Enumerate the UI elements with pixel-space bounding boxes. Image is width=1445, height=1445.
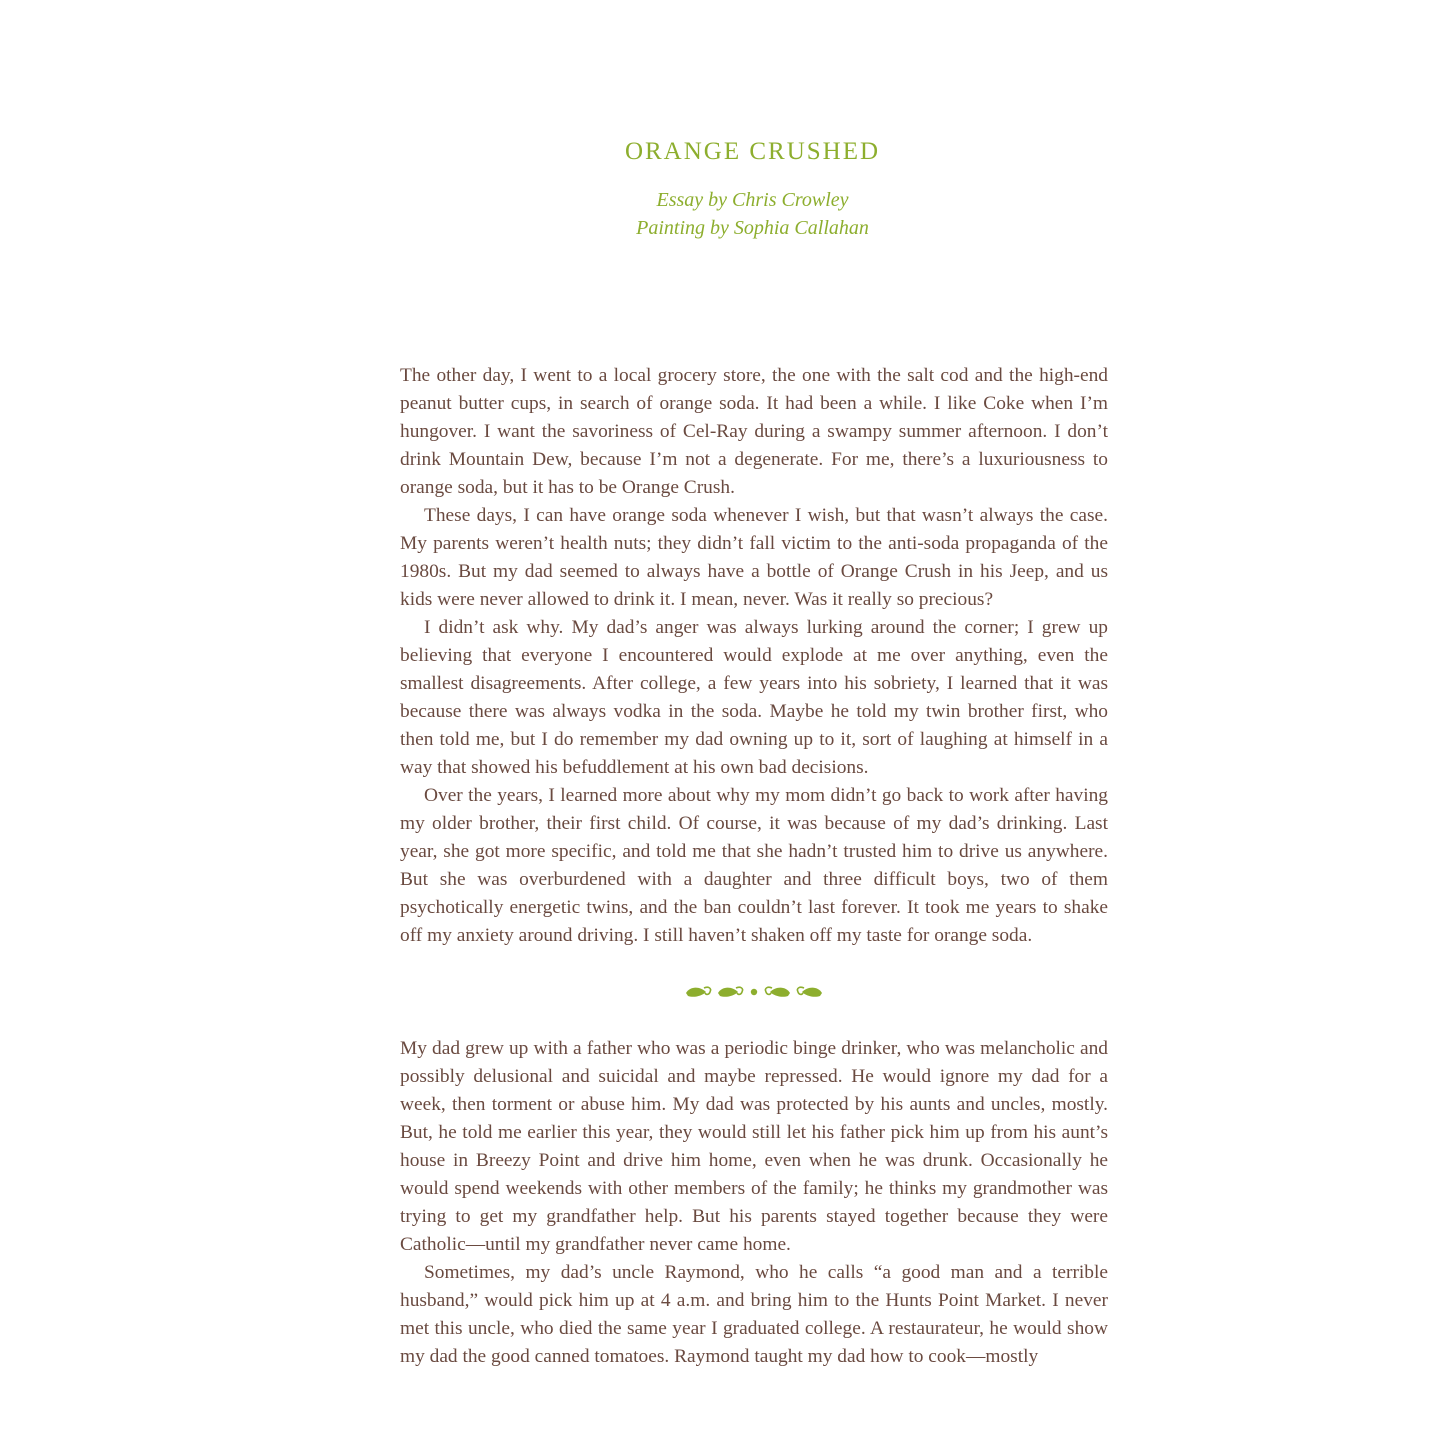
- essay-section-2: [400, 1035, 1108, 1371]
- fleuron-divider-icon: [684, 978, 824, 1006]
- fleuron-divider-graphic: [684, 980, 824, 1004]
- credits-block: [0, 186, 1445, 242]
- paragraph: Sometimes, my dad’s uncle Raymond, who he calls “a good man and a terrible husband,” would pick him up at 4 a.m. and bring him to the Hunts Point Market. I never met this uncle, who died the same year I graduated college. A restaurateur, he would show my dad the good canned tomatoes. Raymond taught my dad how to cook—mostly: [400, 1262, 1108, 1367]
- essay-credit: Essay by Chris Crowley: [656, 189, 849, 211]
- paragraph: My dad grew up with a father who was a periodic binge drinker, who was melancholic and possibly delusional and suicidal and maybe repressed. He would ignore my dad for a week, then torment or abuse him. My dad was protected by his aunts and uncles, mostly. But, he told me earlier this year, they would still let his father pick him up from his aunt’s house in Breezy Point and drive him home, even when he was drunk. Occasionally he would spend weekends with other members of the family; he thinks my grandmother was trying to get my grandfather help. But his parents stayed together because they were Catholic—until my grandfather never came home.: [400, 1038, 1108, 1255]
- paragraph: I didn’t ask why. My dad’s anger was always lurking around the corner; I grew up believing that everyone I encountered would explode at me over anything, even the smallest disagreements. After college, a few years into his sobriety, I learned that it was because there was always vodka in the soda. Maybe he told my twin brother first, who then told me, but I do remember my dad owning up to it, sort of laughing at himself in a way that showed his befuddlement at his own bad decisions.: [400, 617, 1108, 778]
- paragraph: The other day, I went to a local grocery store, the one with the salt cod and the high-end peanut butter cups, in search of orange soda. It had been a while. I like Coke when I’m hungover. I want the savoriness of Cel-Ray during a swampy summer afternoon. I don’t drink Mountain Dew, because I’m not a degenerate. For me, there’s a luxuriousness to orange soda, but it has to be Orange Crush.: [400, 365, 1108, 498]
- essay-title: ORANGE CRUSHED: [624, 138, 881, 165]
- paragraph: These days, I can have orange soda whenever I wish, but that wasn’t always the case. My parents weren’t health nuts; they didn’t fall victim to the anti-soda propaganda of the 1980s. But my dad seemed to always have a bottle of Orange Crush in his Jeep, and us kids were never allowed to drink it. I mean, never. Was it really so precious?: [400, 505, 1108, 610]
- paragraph: Over the years, I learned more about why my mom didn’t go back to work after having my older brother, their first child. Of course, it was because of my dad’s drinking. Last year, she got more specific, and told me that she hadn’t trusted him to drive us anywhere. But she was overburdened with a daughter and three difficult boys, two of them psychotically energetic twins, and the ban couldn’t last forever. It took me years to shake off my anxiety around driving. I still haven’t shaken off my taste for orange soda.: [400, 785, 1108, 946]
- essay-section-1: [400, 362, 1108, 950]
- painting-credit: Painting by Sophia Callahan: [636, 217, 869, 239]
